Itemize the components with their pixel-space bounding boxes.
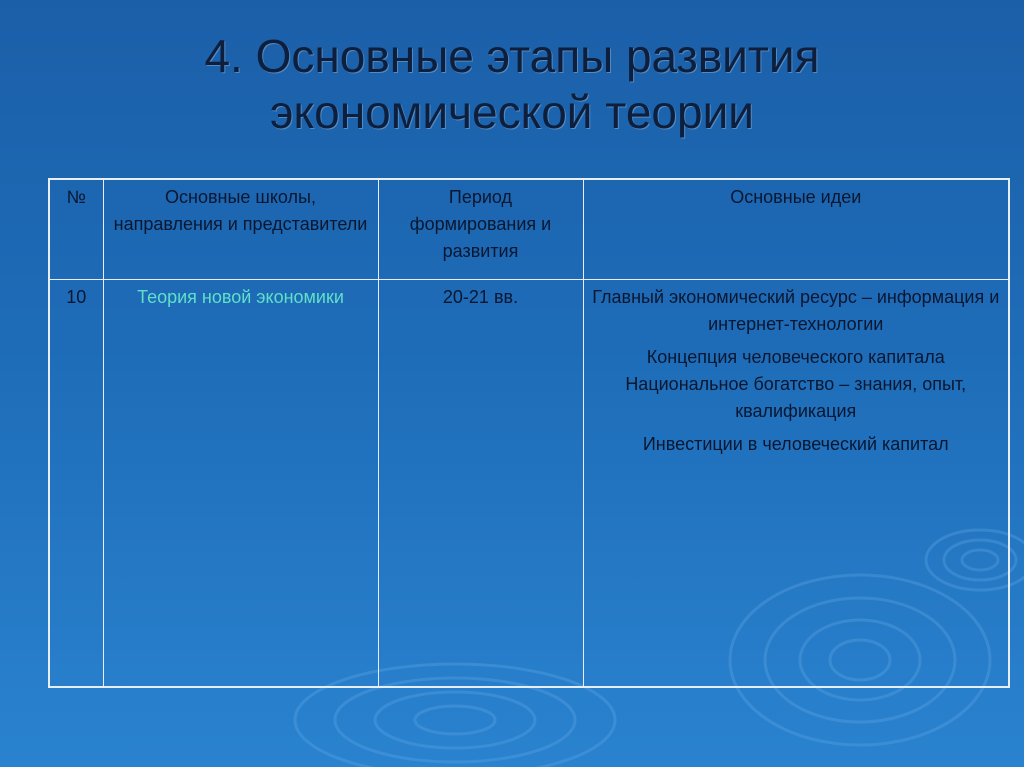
header-num: № [49, 179, 103, 279]
idea-item-1: Главный экономический ресурс – информация и интернет-технологии [592, 286, 1000, 334]
idea-item-3: Национальное богатство – знания, опыт, квалификация [625, 373, 967, 421]
table-header-row [49, 179, 1009, 279]
school-name: Теория новой экономики [137, 286, 344, 307]
slide-title [0, 28, 1024, 140]
idea-item-4: Инвестиции в человеческий капитал [642, 433, 949, 454]
cell-ideas [583, 279, 1009, 687]
title-line-2: экономической теории [270, 86, 754, 138]
table-row [49, 279, 1009, 687]
title-line-1: 4. Основные этапы развития [204, 30, 820, 82]
idea-item-2: Концепция человеческого капитала [646, 346, 945, 367]
cell-num: 10 [49, 279, 103, 687]
cell-period: 20-21 вв. [378, 279, 583, 687]
header-ideas: Основные идеи [583, 179, 1009, 279]
stages-table [48, 178, 1010, 688]
header-period: Период формирования и развития [378, 179, 583, 279]
cell-school [103, 279, 378, 687]
header-schools: Основные школы, направления и представители [103, 179, 378, 279]
